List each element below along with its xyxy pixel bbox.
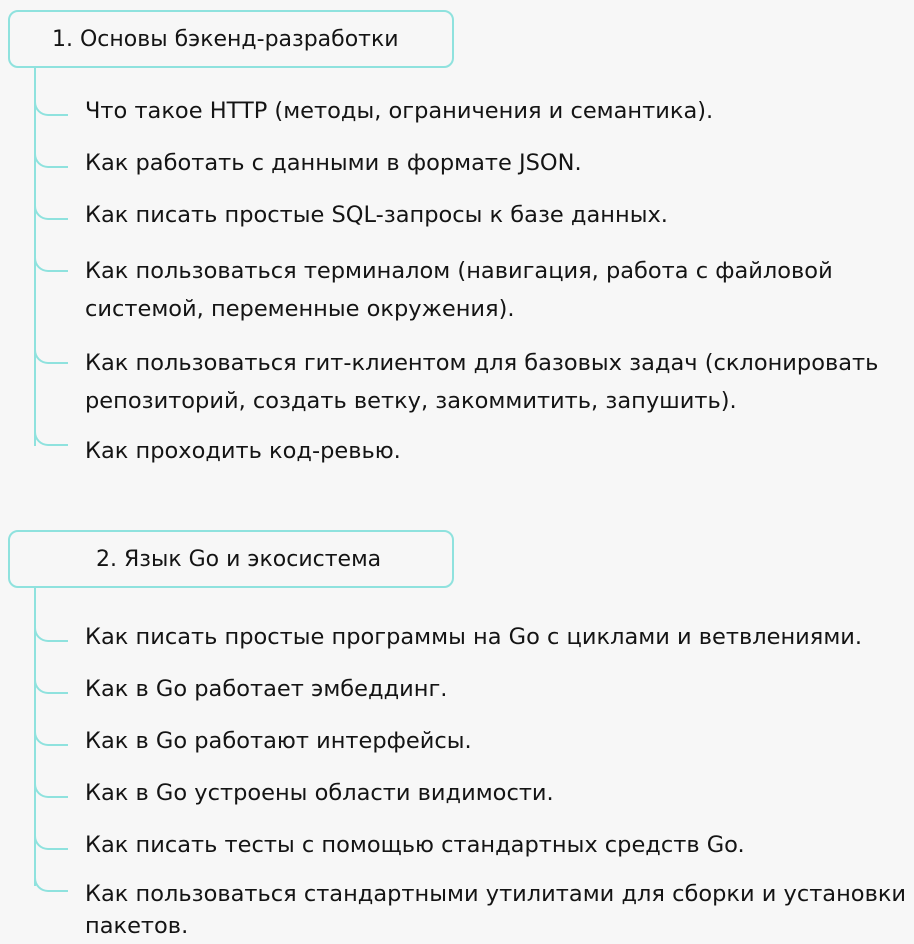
branch-connector <box>34 836 68 850</box>
list-item-text: Как писать тесты с помощью стандартных средств Go. <box>85 832 745 858</box>
branch-connector <box>34 680 68 694</box>
list-item-text: Что такое HTTP (методы, ограничения и семантика). <box>85 98 714 124</box>
section-header-box <box>8 10 454 68</box>
branch-connector <box>34 258 68 272</box>
branch-connector <box>34 154 68 168</box>
list-item-text: Как в Go работает эмбеддинг. <box>85 676 448 702</box>
branch-connector <box>34 102 68 116</box>
list-item-text: Как пользоваться терминалом (навигация, работа с файловой системой, переменные окружения). <box>85 258 833 322</box>
section-title: 2. Язык Go и экосистема <box>96 547 382 572</box>
branch-connector <box>34 206 68 220</box>
section-header-box <box>8 530 454 588</box>
branch-connector <box>34 628 68 642</box>
branch-connector <box>34 432 68 446</box>
branch-connector <box>34 732 68 746</box>
branch-connector <box>34 350 68 364</box>
section-title: 1. Основы бэкенд-разработки <box>52 27 399 52</box>
tree-connector-line <box>34 66 36 446</box>
list-item-text: Как работать с данными в формате JSON. <box>85 150 582 176</box>
list-item-text: Как проходить код-ревью. <box>85 438 401 464</box>
tree-connector-line <box>34 586 36 886</box>
branch-connector <box>34 784 68 798</box>
list-item-text: Как писать простые SQL-запросы к базе данных. <box>85 202 668 228</box>
branch-connector <box>34 878 68 892</box>
list-item-text: Как пользоваться стандартными утилитами для сборки и установки пакетов. <box>85 881 907 939</box>
list-item-text: Как пользоваться гит-клиентом для базовых задач (склонировать репозиторий, создать ветку, закоммитить, запушить). <box>85 350 879 414</box>
list-item-text: Как в Go устроены области видимости. <box>85 780 554 806</box>
list-item-text: Как писать простые программы на Go с циклами и ветвлениями. <box>85 624 863 650</box>
list-item-text: Как в Go работают интерфейсы. <box>85 728 472 754</box>
